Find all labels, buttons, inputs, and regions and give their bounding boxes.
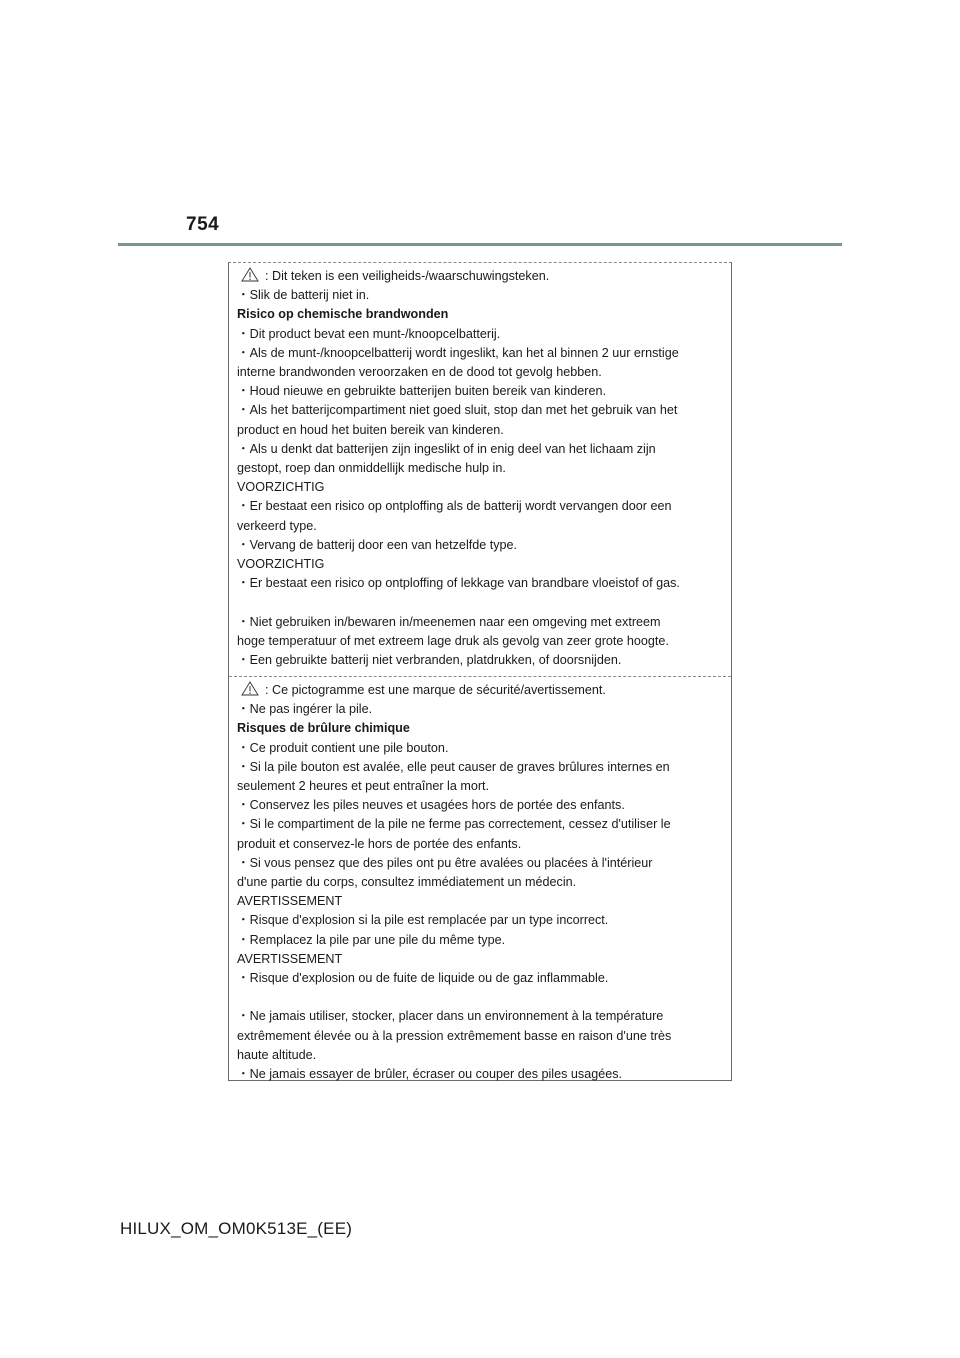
text-line: ・Als u denkt dat batterijen zijn ingeslikt of in enig deel van het lichaam zijn — [237, 441, 656, 456]
text-line: ・Een gebruikte batterij niet verbranden, platdrukken, of doorsnijden. — [237, 653, 622, 668]
text-line: hoge temperatuur of met extreem lage druk als gevolg van zeer grote hoogte. — [237, 633, 669, 648]
text-line: ・Risque d'explosion ou de fuite de liquide ou de gaz inflammable. — [237, 971, 609, 986]
header-rule — [118, 243, 842, 246]
footer-document-code: HILUX_OM_OM0K513E_(EE) — [120, 1219, 353, 1238]
text-line: ・Als de munt-/knoopcelbatterij wordt ingeslikt, kan het al binnen 2 uur ernstige — [237, 345, 679, 360]
text-line: ・Er bestaat een risico op ontploffing of lekkage van brandbare vloeistof of gas. — [237, 576, 680, 591]
text-line: AVERTISSEMENT — [237, 951, 343, 966]
text-line: ・Ce produit contient une pile bouton. — [237, 740, 449, 755]
text-line: AVERTISSEMENT — [237, 894, 343, 909]
text-line: extrêmement élevée ou à la pression extrêmement basse en raison d'une très — [237, 1028, 672, 1043]
page-number: 754 — [186, 214, 220, 235]
section-heading: Risques de brûlure chimique — [237, 721, 410, 736]
text-line: ・Ne pas ingérer la pile. — [237, 702, 373, 717]
section-heading: Risico op chemische brandwonden — [237, 307, 449, 322]
text-line: product en houd het buiten bereik van kinderen. — [237, 422, 504, 437]
french-section — [237, 681, 725, 1084]
text-line: ・Si vous pensez que des piles ont pu être avalées ou placées à l'intérieur — [237, 855, 653, 870]
dutch-warning-symbol-text: : Dit teken is een veiligheids-/waarschuwingsteken. — [265, 269, 550, 283]
text-line: ・Remplacez la pile par une pile du même type. — [237, 932, 506, 947]
text-line: ・Vervang de batterij door een van hetzelfde type. — [237, 537, 518, 552]
text-line: VOORZICHTIG — [237, 480, 325, 495]
blank-line — [237, 988, 725, 1007]
text-line: verkeerd type. — [237, 518, 317, 533]
warning-triangle-icon — [241, 681, 259, 696]
text-line: ・Niet gebruiken in/bewaren in/meenemen naar een omgeving met extreem — [237, 614, 661, 629]
text-line: haute altitude. — [237, 1047, 317, 1062]
french-warning-symbol-line — [237, 681, 725, 700]
french-warning-symbol-text: : Ce pictogramme est une marque de sécurité/avertissement. — [265, 683, 606, 697]
text-line: ・Houd nieuwe en gebruikte batterijen buiten bereik van kinderen. — [237, 384, 606, 399]
text-line: interne brandwonden veroorzaken en de dood tot gevolg hebben. — [237, 365, 602, 380]
text-line: ・Si la pile bouton est avalée, elle peut causer de graves brûlures internes en — [237, 759, 670, 774]
text-line: d'une partie du corps, consultez immédiatement un médecin. — [237, 875, 577, 890]
text-line: produit et conservez-le hors de portée des enfants. — [237, 836, 522, 851]
section-divider — [229, 676, 731, 677]
text-line: VOORZICHTIG — [237, 557, 325, 572]
text-line: ・Si le compartiment de la pile ne ferme pas correctement, cessez d'utiliser le — [237, 817, 671, 832]
dutch-section — [237, 267, 725, 670]
text-line: ・Risque d'explosion si la pile est remplacée par un type incorrect. — [237, 913, 609, 928]
text-line: ・Ne jamais essayer de brûler, écraser ou couper des piles usagées. — [237, 1067, 623, 1082]
text-line: ・Slik de batterij niet in. — [237, 288, 370, 303]
text-line: ・Conservez les piles neuves et usagées hors de portée des enfants. — [237, 798, 625, 813]
warning-triangle-icon — [241, 267, 259, 282]
text-line: ・Als het batterijcompartiment niet goed sluit, stop dan met het gebruik van het — [237, 403, 678, 418]
battery-warning-box — [228, 262, 732, 1081]
french-lines — [237, 700, 725, 1084]
text-line: ・Dit product bevat een munt-/knoopcelbatterij. — [237, 326, 501, 341]
text-line: gestopt, roep dan onmiddellijk medische hulp in. — [237, 461, 506, 476]
text-line: seulement 2 heures et peut entraîner la mort. — [237, 779, 490, 794]
dutch-lines — [237, 286, 725, 670]
dutch-warning-symbol-line — [237, 267, 725, 286]
text-line: ・Er bestaat een risico op ontploffing als de batterij wordt vervangen door een — [237, 499, 672, 514]
blank-line — [237, 593, 725, 612]
text-line: ・Ne jamais utiliser, stocker, placer dans un environnement à la température — [237, 1009, 664, 1024]
